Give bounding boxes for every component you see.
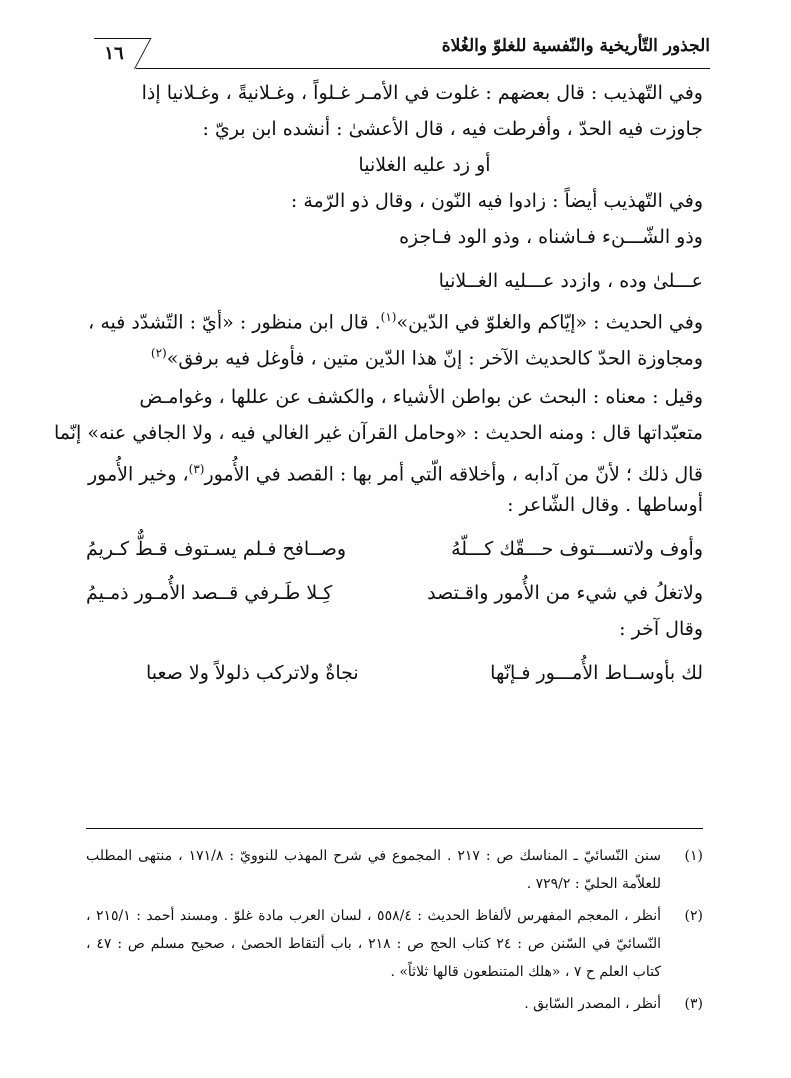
paragraph-4-line-3: [86, 451, 703, 487]
footnote-3: [86, 990, 703, 1018]
poem-2-verse-1: [86, 655, 703, 691]
verse-quote-2-line-2: عـــلىٰ وده ، وازدد عـــليه الغــلانيا: [438, 270, 703, 292]
main-text: [54, 75, 703, 691]
footnote-2: [86, 902, 703, 986]
poem-1-verse-1-first-hemistich: وأوف ولاتســـتوف حـــقّك كـــلّهُ: [451, 538, 703, 560]
footnote-number: (٣): [684, 996, 703, 1012]
verse-quote-1: أو زد عليه الغلانيا: [358, 154, 491, 176]
poem-1-verse-2-first-hemistich: ولاتغلُ في شيء من الأُمور واقـتصد: [427, 582, 703, 604]
paragraph-1-line-1: وفي التّهذيب : قال بعضهم : غلوت في الأمـر غـلواً ، وغـلانيةً ، وغـلانيا إذا: [141, 82, 703, 104]
footnote-ref-1[interactable]: (١): [380, 310, 397, 324]
running-title: الجذور التّأريخية والنّفسية للغلوّ والغُلاة: [441, 36, 710, 56]
footnote-text: سنن النّسائيّ ـ المناسك ص : ٢١٧ . المجموع في شرح المهذب للنوويّ : ١٧١/٨ ، منتهى المطلب للعلاّمة الحليّ : ٧٢٩/٢ .: [86, 848, 661, 892]
header-rule: [136, 68, 710, 69]
paragraph-3-line-1: [86, 299, 703, 335]
paragraph-4-line-2: متعبّداتها قال : ومنه الحديث : «وحامل القرآن غير الغالي فيه ، ولا الجافي عنه» إنّما: [54, 422, 703, 444]
footnote-1: [86, 842, 703, 898]
verse-quote-2-line-1: وذو الشّـــنء فـاشناه ، وذو الود فـاجزه: [399, 226, 703, 248]
poem-2-verse-1-second-hemistich: نجاةٌ ولاتركب ذلولاً ولا صعبا: [146, 662, 359, 684]
poem-2-verse-1-first-hemistich: لك بأوســاط الأُمـــور فـإنّها: [490, 662, 703, 684]
paragraph-4-line-3-end: ، وخير الأُمور: [87, 463, 189, 486]
page-number-box: [78, 38, 151, 69]
footnote-text: أنظر ، المعجم المفهرس لألفاظ الحديث : ٥٥٨/٤ ، لسان العرب مادة غلوّ . ومسند أحمد : ٢١٥/١ ، النّسائيّ في السّنن ص : ٢٤ كتاب الحج ص : ٢١٨ ، باب ألتقاط الحصىٰ ، صحيح مسلم ص : ٤٧ ، كتاب العلم ح ٧ ، «هلك المتنطعون قالها ثلاثاً» .: [86, 908, 662, 980]
page-number: ١٦: [104, 43, 124, 64]
page-header: [78, 28, 710, 68]
footnote-number: (٢): [684, 908, 703, 924]
hadith-quote: وفي الحديث : «إيّاكم والغلوّ في الدّين»: [396, 311, 703, 334]
paragraph-3-continuation: . قال ابن منظور : «أيّ : التّشدّد فيه ،: [88, 311, 381, 334]
footnote-number: (١): [684, 848, 703, 864]
footnote-ref-2[interactable]: (٢): [150, 346, 167, 360]
footnote-separator: [86, 828, 703, 829]
paragraph-1-line-2: جاوزت فيه الحدّ ، وأفرطت فيه ، قال الأعشىٰ : أنشده ابن بريّ :: [202, 118, 703, 140]
footnote-ref-3[interactable]: (٣): [188, 462, 205, 476]
paragraph-4-line-3-text: قال ذلك ؛ لأنّ من آدابه ، وأخلاقه الّتي أمر بها : القصد في الأُمور: [204, 463, 703, 486]
footnotes: [86, 842, 703, 1022]
paragraph-5: وقال آخر :: [619, 618, 703, 640]
paragraph-4-line-1: وقيل : معناه : البحث عن بواطن الأشياء ، والكشف عن عللها ، وغوامـض: [139, 386, 703, 408]
poem-1-verse-2: [86, 575, 703, 611]
paragraph-2: وفي التّهذيب أيضاً : زادوا فيه النّون ، وقال ذو الرّمة :: [290, 190, 703, 212]
paragraph-3-line-2-text: ومجاوزة الحدّ كالحديث الآخر : إنّ هذا الدّين متين ، فأوغل فيه برفق»: [166, 347, 703, 370]
poem-1-verse-1-second-hemistich: وصــافح فـلم يسـتوف قـطٌّ كـريمُ: [86, 538, 347, 560]
footnote-text: أنظر ، المصدر السّابق .: [524, 996, 661, 1012]
paragraph-4-line-4: أوساطها . وقال الشّاعر :: [507, 494, 703, 516]
poem-1-verse-2-second-hemistich: كِـلا طَـرفي قــصد الأُمـور ذمـيمُ: [86, 582, 333, 604]
paragraph-3-line-2: [86, 335, 703, 371]
poem-1-verse-1: [86, 531, 703, 567]
